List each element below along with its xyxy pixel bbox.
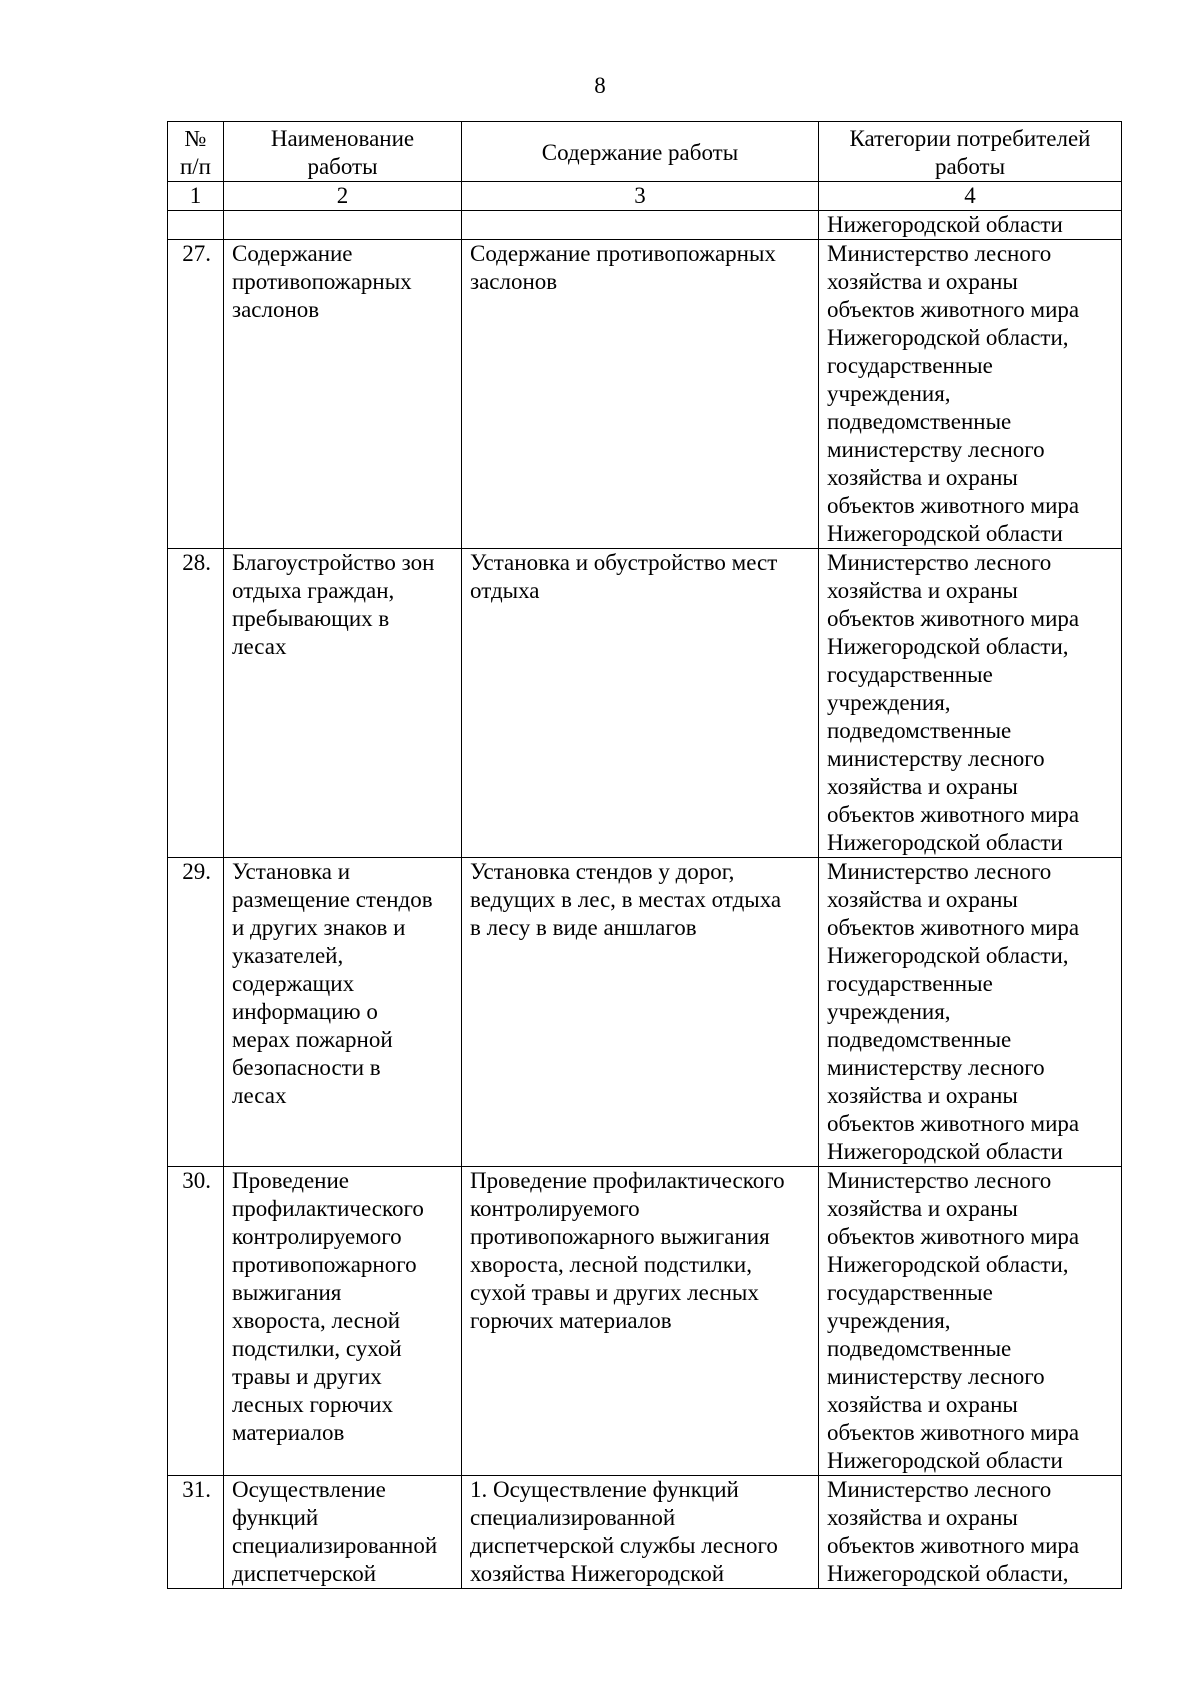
row-num: 27. <box>168 240 224 549</box>
column-number: 3 <box>462 182 819 211</box>
header-num: № п/п <box>168 122 224 182</box>
row-consumers: Нижегородской области <box>819 211 1122 240</box>
row-num: 29. <box>168 858 224 1167</box>
works-table <box>167 121 1122 1589</box>
header-row <box>168 122 1122 182</box>
row-consumers: Министерство лесного хозяйства и охраны объектов животного мира Нижегородской области, государственные учреждения, подведомственные министерству лесного хозяйства и охраны объектов животного мира Нижегородской области <box>819 858 1122 1167</box>
page-number: 8 <box>594 73 606 98</box>
table-row <box>168 1167 1122 1476</box>
column-number: 4 <box>819 182 1122 211</box>
header-name: Наименование работы <box>224 122 462 182</box>
row-consumers: Министерство лесного хозяйства и охраны объектов животного мира Нижегородской области, государственные учреждения, подведомственные министерству лесного хозяйства и охраны объектов животного мира Нижегородской области <box>819 240 1122 549</box>
table-row <box>168 858 1122 1167</box>
row-content: Содержание противопожарных заслонов <box>462 240 819 549</box>
row-content: 1. Осуществление функций специализированной диспетчерской службы лесного хозяйства Нижегородской <box>462 1476 819 1589</box>
row-num <box>168 211 224 240</box>
row-name: Проведение профилактического контролируемого противопожарного выжигания хвороста, лесной подстилки, сухой травы и других лесных горючих материалов <box>224 1167 462 1476</box>
column-number: 2 <box>224 182 462 211</box>
row-name: Содержание противопожарных заслонов <box>224 240 462 549</box>
header-content: Содержание работы <box>462 122 819 182</box>
column-numbers-row <box>168 182 1122 211</box>
row-consumers: Министерство лесного хозяйства и охраны объектов животного мира Нижегородской области, государственные учреждения, подведомственные министерству лесного хозяйства и охраны объектов животного мира Нижегородской области <box>819 549 1122 858</box>
row-content: Установка и обустройство мест отдыха <box>462 549 819 858</box>
row-name <box>224 211 462 240</box>
header-consumers: Категории потребителей работы <box>819 122 1122 182</box>
row-num: 30. <box>168 1167 224 1476</box>
column-number: 1 <box>168 182 224 211</box>
row-name: Установка и размещение стендов и других знаков и указателей, содержащих информацию о мерах пожарной безопасности в лесах <box>224 858 462 1167</box>
row-num: 31. <box>168 1476 224 1589</box>
table-row <box>168 549 1122 858</box>
row-consumers: Министерство лесного хозяйства и охраны объектов животного мира Нижегородской области, <box>819 1476 1122 1589</box>
row-content: Проведение профилактического контролируемого противопожарного выжигания хвороста, лесной подстилки, сухой травы и других лесных горючих материалов <box>462 1167 819 1476</box>
continuation-row <box>168 211 1122 240</box>
row-consumers: Министерство лесного хозяйства и охраны объектов животного мира Нижегородской области, государственные учреждения, подведомственные министерству лесного хозяйства и охраны объектов животного мира Нижегородской области <box>819 1167 1122 1476</box>
table-row <box>168 240 1122 549</box>
row-name: Осуществление функций специализированной диспетчерской <box>224 1476 462 1589</box>
table-row <box>168 1476 1122 1589</box>
row-content: Установка стендов у дорог, ведущих в лес, в местах отдыха в лесу в виде аншлагов <box>462 858 819 1167</box>
row-content <box>462 211 819 240</box>
row-num: 28. <box>168 549 224 858</box>
row-name: Благоустройство зон отдыха граждан, пребывающих в лесах <box>224 549 462 858</box>
